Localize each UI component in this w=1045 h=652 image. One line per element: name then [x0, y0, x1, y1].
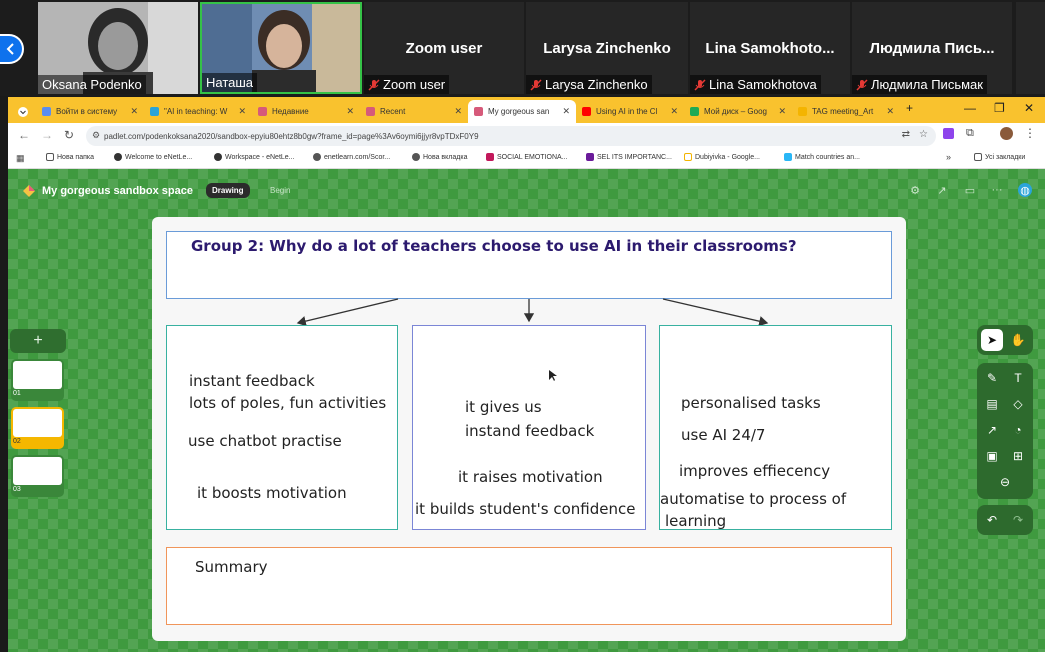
mic-muted-icon: [530, 79, 542, 91]
close-icon[interactable]: ✕: [886, 106, 894, 116]
globe-icon: [412, 153, 420, 161]
mic-muted-icon: [368, 79, 380, 91]
add-image-icon[interactable]: ⊞: [1012, 449, 1024, 463]
participant-name-label: Наташа: [202, 73, 257, 92]
share-icon[interactable]: ↗: [937, 184, 947, 197]
page-thumbnail[interactable]: 01: [11, 359, 64, 401]
close-icon[interactable]: ✕: [778, 106, 786, 116]
begin-button[interactable]: Begin: [270, 186, 291, 195]
participant-name-label: Lina Samokhotova: [690, 75, 821, 94]
menu-dots-icon[interactable]: ⋮: [1024, 126, 1036, 140]
chatbot-icon: [150, 107, 159, 116]
address-bar-row: [8, 123, 1045, 149]
tab-nedavnie[interactable]: Недавние ✕: [252, 100, 360, 123]
bookmark-item[interactable]: Workspace - eNetLe...: [214, 153, 295, 161]
globe-icon: [313, 153, 321, 161]
more-bookmarks-icon[interactable]: »: [946, 152, 952, 162]
mode-badge[interactable]: Drawing: [206, 183, 250, 198]
participant-name-label: Людмила Письмак: [852, 75, 987, 94]
video-tile-natasha[interactable]: [200, 2, 362, 94]
browser-window: [8, 97, 1045, 652]
video-tile-liudmyla[interactable]: Людмила Пись... Людмила Письмак: [852, 2, 1012, 94]
site-icon: [784, 153, 792, 161]
padlet-icon: [474, 107, 483, 116]
tab-ai-in-teaching[interactable]: "AI in teaching: W ✕: [144, 100, 252, 123]
participant-name-label: Larysa Zinchenko: [526, 75, 652, 94]
participant-name-label: Oksana Podenko: [38, 75, 146, 94]
drawing-toolbar: [977, 363, 1033, 499]
hand-pan-icon[interactable]: ✋: [1010, 333, 1026, 347]
add-page-button[interactable]: +: [10, 329, 66, 353]
eraser-icon[interactable]: ⊖: [999, 475, 1011, 489]
bookmark-item[interactable]: Нова папка: [46, 153, 94, 161]
page-title[interactable]: My gorgeous sandbox space: [42, 185, 193, 197]
tab-using-ai[interactable]: Using AI in the Cl ✕: [576, 100, 684, 123]
summary-box[interactable]: Summary: [166, 547, 892, 625]
previous-page-button[interactable]: [0, 34, 24, 64]
padlet-logo-icon[interactable]: [22, 184, 36, 198]
mic-muted-icon: [694, 79, 706, 91]
question-text: Group 2: Why do a lot of teachers choose to use AI in their classrooms?: [191, 237, 797, 255]
bookmark-item[interactable]: Нова вкладка: [412, 153, 467, 161]
extension-icon[interactable]: [943, 128, 954, 139]
padlet-canvas: [8, 169, 1045, 652]
bookmark-star-icon[interactable]: ☆: [919, 129, 928, 140]
reasons-box-2[interactable]: it gives us instand feedback it raises motivation it builds student's confidence: [412, 325, 646, 530]
page-thumbnail[interactable]: 03: [11, 455, 64, 497]
new-tab-button[interactable]: +: [906, 101, 914, 115]
sticker-icon[interactable]: ◔: [1014, 423, 1022, 437]
sticky-note-icon[interactable]: ▤: [986, 397, 998, 411]
reload-icon[interactable]: ↻: [64, 128, 75, 142]
reasons-box-1[interactable]: instant feedback lots of poles, fun activities use chatbot practise it boosts motivation: [166, 325, 398, 530]
padlet-icon: [366, 107, 375, 116]
pen-icon[interactable]: ✎: [986, 371, 998, 385]
site-icon: [586, 153, 594, 161]
chevron-down-icon: [18, 107, 28, 117]
url-input[interactable]: ⚙ padlet.com/podenkoksana2020/sandbox-epyiu80ehtz8b0gw?frame_id=page%3Av6oymi6jjyr8vpTDxF0Y9 ⇄ ☆: [86, 126, 936, 146]
zoom-participant-strip: [0, 0, 1045, 96]
video-tile-larysa[interactable]: Larysa Zinchenko Larysa Zinchenko: [526, 2, 688, 94]
youtube-icon: [582, 107, 591, 116]
mic-muted-icon: [856, 79, 868, 91]
avatar[interactable]: [1000, 127, 1013, 140]
minimize-button[interactable]: —: [964, 101, 976, 115]
drive-icon: [690, 107, 699, 116]
tab-my-gorgeous[interactable]: My gorgeous san ✕: [468, 100, 576, 123]
history-toolbar: [977, 505, 1033, 535]
tab-bar: [8, 97, 1045, 123]
bookmarks-bar: [8, 149, 1045, 169]
redo-icon[interactable]: ↷: [1012, 513, 1024, 527]
translate-icon[interactable]: ⇄: [901, 129, 910, 140]
mouse-cursor-icon: [549, 370, 557, 382]
globe-icon: [42, 107, 51, 116]
bookmark-item[interactable]: Match countries an...: [784, 153, 860, 161]
extensions-puzzle-icon[interactable]: ⧉: [966, 127, 974, 139]
tab-tag-meeting[interactable]: TAG meeting_Art ✕: [792, 100, 900, 123]
back-arrow-icon[interactable]: ←: [18, 128, 30, 142]
image-icon[interactable]: ▣: [986, 449, 998, 463]
undo-icon[interactable]: ↶: [986, 513, 998, 527]
slideshow-icon[interactable]: ▭: [964, 184, 976, 197]
page-thumbnail-active[interactable]: 02: [11, 407, 64, 449]
chevron-left-icon: [6, 43, 16, 55]
video-tile-oksana[interactable]: [38, 2, 198, 94]
tab-voity[interactable]: Войти в систему ✕: [36, 100, 144, 123]
close-icon[interactable]: ✕: [454, 106, 462, 116]
site-icon: [214, 153, 222, 161]
connector-arrows: [152, 217, 906, 337]
video-tile-zoom-user[interactable]: Zoom user Zoom user: [364, 2, 524, 94]
forward-arrow-icon[interactable]: →: [41, 128, 53, 142]
bookmark-item[interactable]: Welcome to eNetLe...: [114, 153, 192, 161]
more-icon[interactable]: ···: [991, 184, 1003, 196]
site-settings-icon[interactable]: ⚙: [92, 130, 101, 140]
language-globe-icon[interactable]: ◍: [1018, 183, 1032, 197]
folder-icon: [974, 153, 982, 161]
close-icon[interactable]: ✕: [670, 106, 678, 116]
tab-recent[interactable]: Recent ✕: [360, 100, 468, 123]
shapes-icon[interactable]: ◇: [1013, 397, 1023, 411]
apps-grid-icon[interactable]: ▦: [16, 153, 25, 163]
text-icon[interactable]: T: [1014, 371, 1022, 385]
participant-name-label: Zoom user: [364, 75, 449, 94]
bookmark-item[interactable]: enetlearn.com/Scor...: [313, 153, 390, 161]
close-icon[interactable]: ✕: [346, 106, 354, 116]
maximize-button[interactable]: ❐: [994, 101, 1005, 115]
bookmark-item[interactable]: SEL ITS IMPORTANC...: [586, 153, 672, 161]
all-bookmarks[interactable]: Усі закладки: [974, 153, 1025, 161]
site-icon: [684, 153, 692, 161]
folder-icon: [46, 153, 54, 161]
close-icon[interactable]: ✕: [562, 106, 570, 116]
padlet-icon: [258, 107, 267, 116]
video-tile-lina[interactable]: Lina Samokhoto... Lina Samokhotova: [690, 2, 850, 94]
drawing-sheet[interactable]: [152, 217, 906, 641]
select-pointer-icon[interactable]: ➤: [981, 329, 1003, 351]
site-icon: [114, 153, 122, 161]
bookmark-item[interactable]: Dubiyivka - Google...: [684, 153, 760, 161]
page-thumbnails: [8, 329, 68, 509]
settings-icon[interactable]: ⚙: [910, 184, 920, 197]
arrow-icon[interactable]: ↗: [986, 423, 998, 437]
tab-search-button[interactable]: [12, 100, 34, 123]
video-tile-partial: [1016, 2, 1045, 94]
bookmark-item[interactable]: SOCIAL EMOTIONA...: [486, 153, 568, 161]
close-icon[interactable]: ✕: [238, 106, 246, 116]
close-icon[interactable]: ✕: [130, 106, 138, 116]
window-close-button[interactable]: ✕: [1024, 101, 1035, 115]
site-icon: [486, 153, 494, 161]
slides-icon: [798, 107, 807, 116]
reasons-box-3[interactable]: personalised tasks use AI 24/7 improves effiecency automatise to process of learning: [659, 325, 892, 530]
selection-toolbar: [977, 325, 1033, 355]
tab-google-drive[interactable]: Мой диск – Goog ✕: [684, 100, 792, 123]
